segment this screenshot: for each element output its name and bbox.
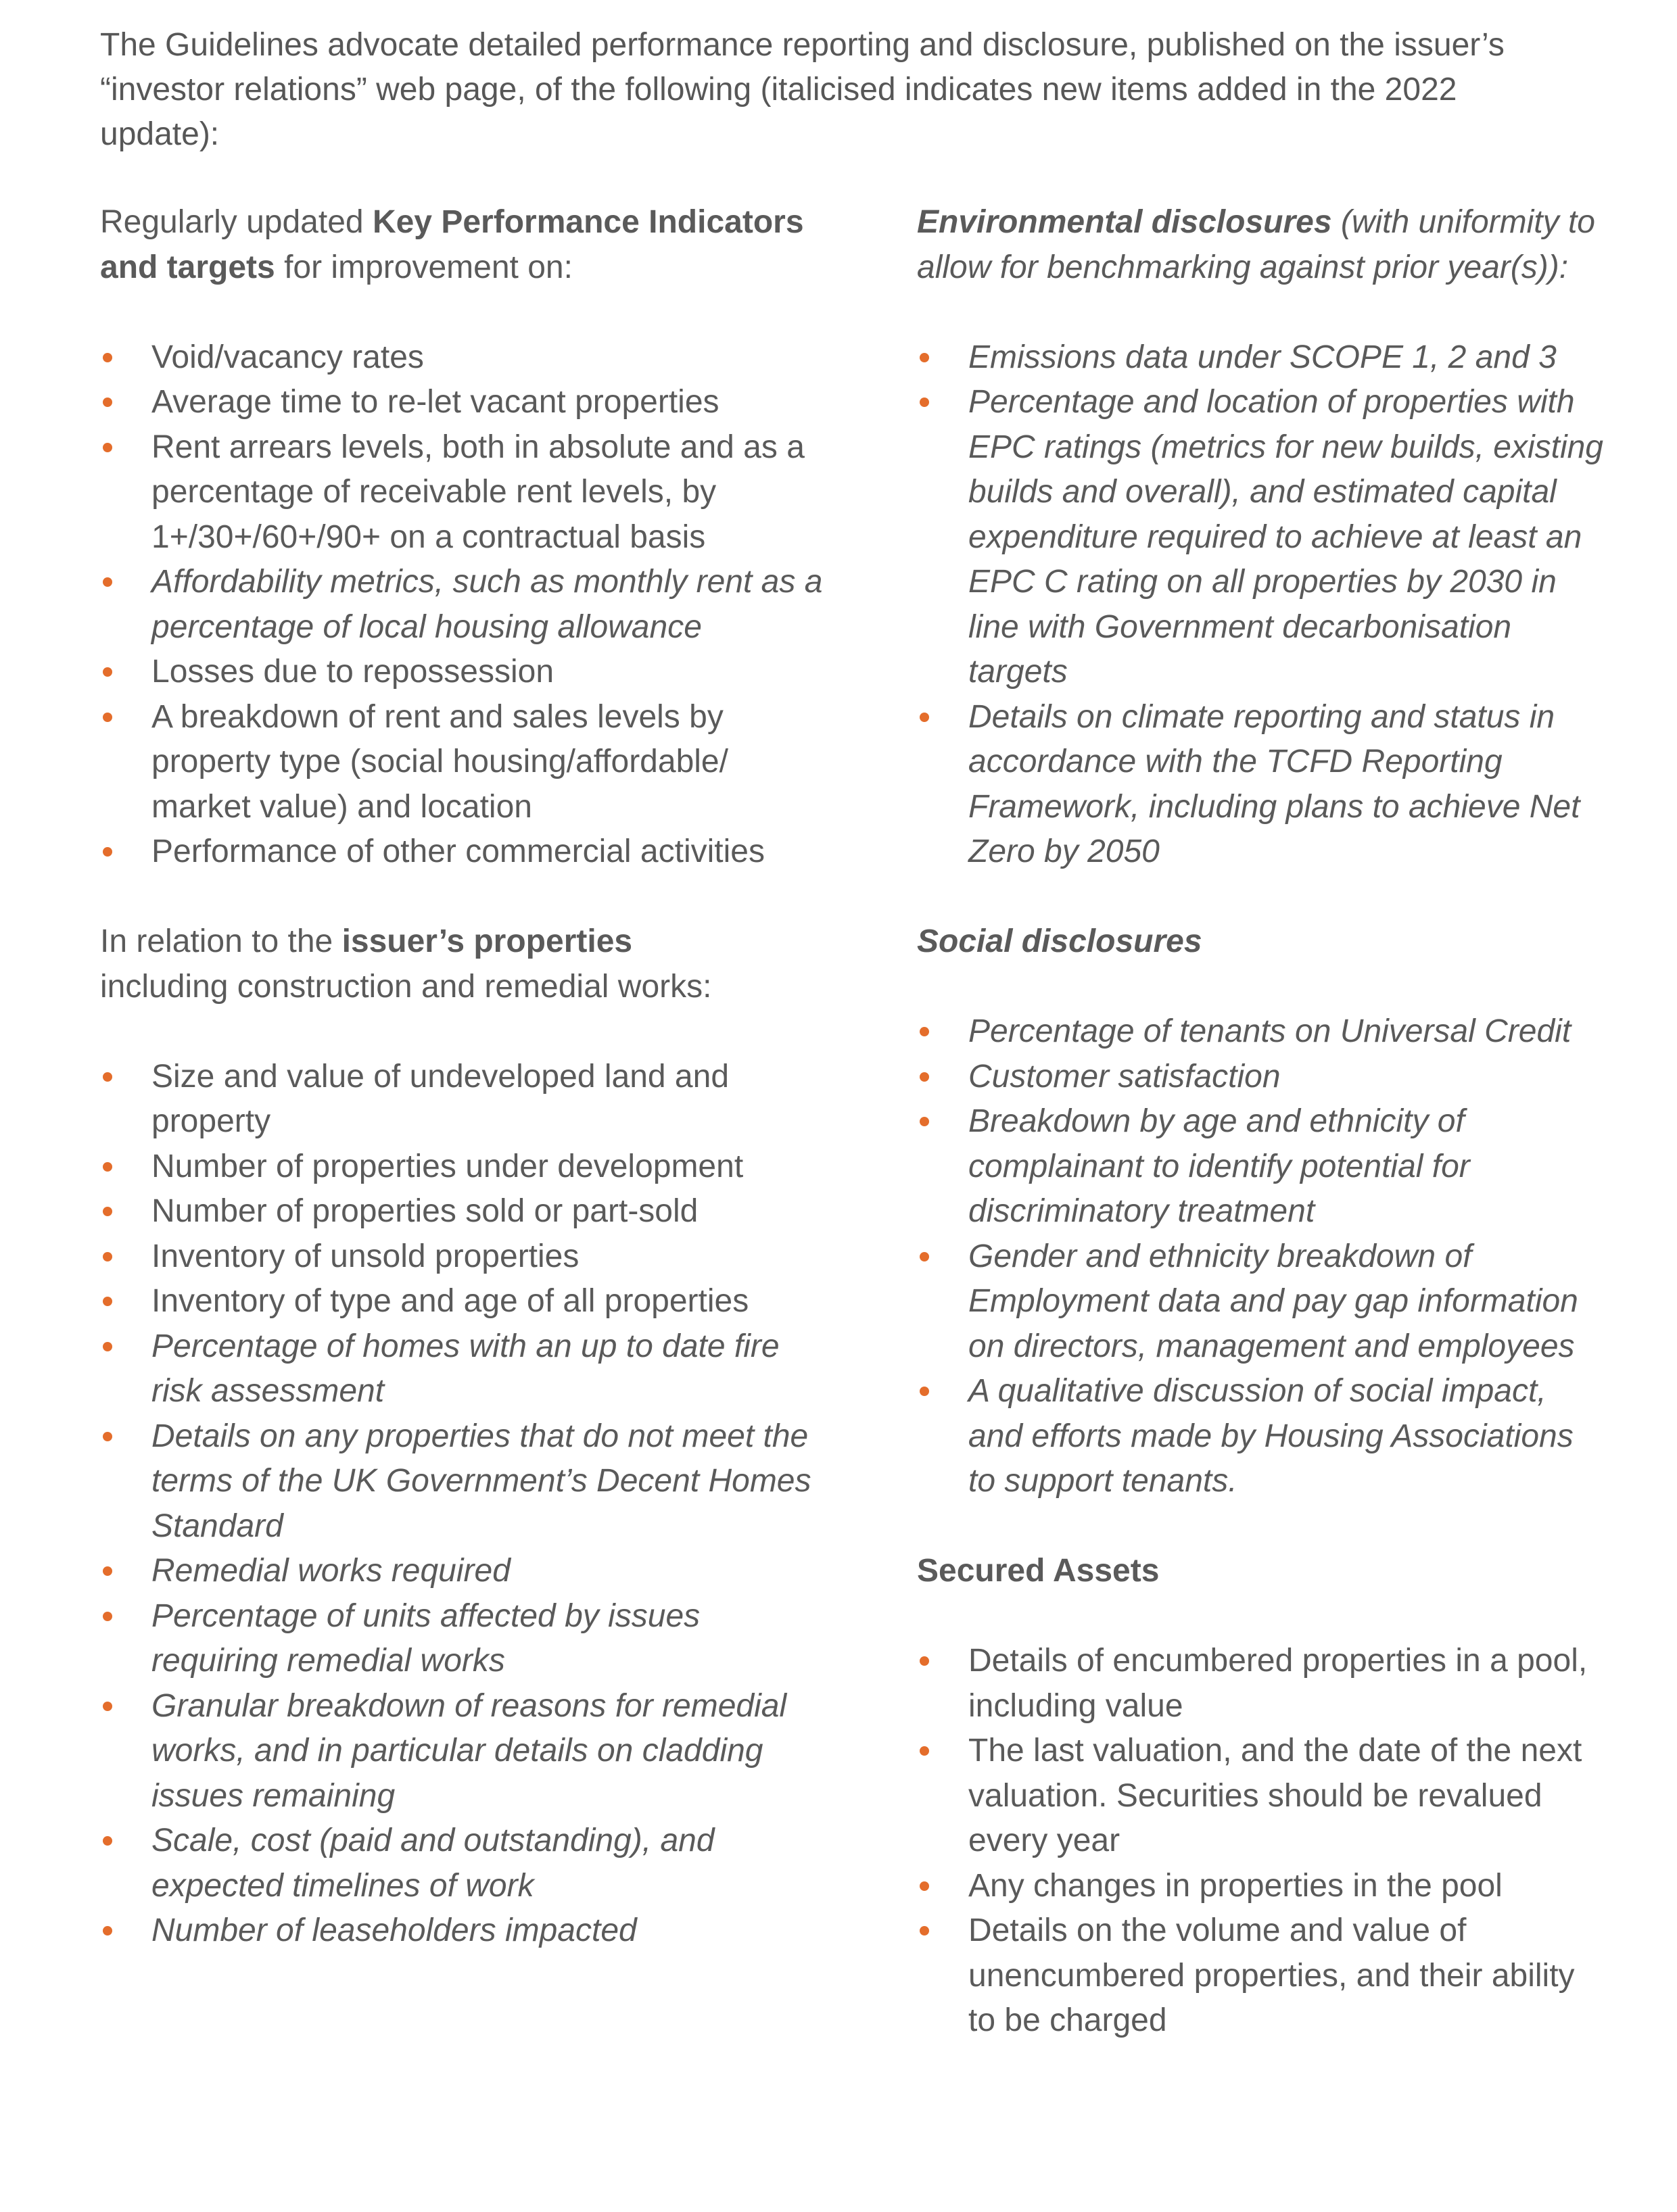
- bullet-dot-icon: [920, 1117, 929, 1126]
- list-item-text: Number of properties sold or part-sold: [151, 1193, 699, 1229]
- list-item: [917, 1908, 1607, 2044]
- list-item-text: Void/vacancy rates: [151, 339, 424, 375]
- list-item: [100, 1684, 830, 1819]
- social-list: [917, 1009, 1607, 1504]
- list-item-text: Details on climate reporting and status in accordance with the TCFD Reporting Framework, including plans to achieve Net Zero by 2050: [968, 698, 1580, 869]
- list-item: [100, 1908, 830, 1954]
- bullet-dot-icon: [103, 1297, 112, 1306]
- bullet-dot-icon: [920, 1027, 929, 1036]
- list-item-text: Details of encumbered properties in a pool, including value: [968, 1643, 1588, 1724]
- list-item-text: Number of leaseholders impacted: [151, 1913, 637, 1948]
- list-item: [100, 1055, 830, 1145]
- list-item: [100, 380, 830, 425]
- list-item: [100, 560, 830, 650]
- list-item-text: Breakdown by age and ethnicity of complainant to identify potential for discriminatory treatment: [968, 1103, 1470, 1229]
- list-item: [100, 1549, 830, 1594]
- bullet-dot-icon: [103, 443, 112, 452]
- environmental-heading-bold: Environmental disclosures: [917, 204, 1332, 240]
- list-item: [917, 1369, 1607, 1504]
- list-item-text: Percentage of tenants on Universal Credit: [968, 1013, 1572, 1049]
- bullet-dot-icon: [920, 1746, 929, 1756]
- list-item: [917, 1639, 1607, 1729]
- kpi-intro-post: for improvement on:: [275, 249, 573, 285]
- list-item: [917, 1864, 1607, 1909]
- list-item: [100, 1594, 830, 1684]
- list-item: [917, 1234, 1607, 1370]
- bullet-dot-icon: [103, 847, 112, 857]
- bullet-dot-icon: [103, 1612, 112, 1621]
- list-item: [917, 695, 1607, 875]
- list-item: [100, 1189, 830, 1234]
- list-item-text: Gender and ethnicity breakdown of Employment data and pay gap information on directors, management and employees: [968, 1238, 1578, 1364]
- list-item: [917, 1009, 1607, 1055]
- list-item: [917, 1729, 1607, 1864]
- list-item: [100, 1324, 830, 1414]
- left-column: [100, 200, 830, 1954]
- list-item-text: Number of properties under development: [151, 1148, 744, 1184]
- bullet-dot-icon: [103, 1162, 112, 1172]
- list-item-text: The last valuation, and the date of the next valuation. Securities should be revalued every year: [968, 1733, 1582, 1858]
- list-item-text: Rent arrears levels, both in absolute and as a percentage of receivable rent levels, by 1+/30+/60+/90+ on a contractual basis: [151, 429, 805, 555]
- list-item-text: Losses due to repossession: [151, 654, 554, 690]
- environmental-heading-post: (with uniformity to allow for benchmarking against prior year(s)):: [917, 204, 1595, 285]
- list-item: [917, 380, 1607, 695]
- right-column: [917, 200, 1607, 2044]
- bullet-dot-icon: [103, 667, 112, 677]
- list-item: [100, 335, 830, 381]
- list-item: [100, 1234, 830, 1280]
- properties-intro: [100, 919, 763, 1009]
- properties-intro-bold: issuer’s properties: [341, 923, 633, 959]
- list-item-text: Percentage of homes with an up to date fire risk assessment: [151, 1328, 780, 1409]
- bullet-dot-icon: [103, 1702, 112, 1711]
- list-item-text: Scale, cost (paid and outstanding), and expected timelines of work: [151, 1823, 715, 1904]
- list-item-text: Any changes in properties in the pool: [968, 1867, 1503, 1904]
- environmental-list: [917, 335, 1607, 875]
- list-item: [100, 695, 830, 830]
- list-item-text: A breakdown of rent and sales levels by property type (social housing/affordable/ market value) and location: [151, 698, 728, 825]
- environmental-heading: [917, 200, 1607, 290]
- bullet-dot-icon: [920, 713, 929, 722]
- bullet-dot-icon: [920, 398, 929, 407]
- list-item-text: Inventory of type and age of all properties: [151, 1283, 749, 1319]
- bullet-dot-icon: [103, 577, 112, 587]
- bullet-dot-icon: [920, 1926, 929, 1936]
- bullet-dot-icon: [920, 1387, 929, 1396]
- secured-assets-heading: Secured Assets: [917, 1553, 1160, 1589]
- bullet-dot-icon: [103, 1566, 112, 1576]
- list-item: [100, 1279, 830, 1324]
- secured-assets-list: [917, 1639, 1607, 2044]
- list-item-text: Average time to re-let vacant properties: [151, 384, 719, 420]
- properties-intro-post: including construction and remedial works:: [100, 968, 712, 1005]
- bullet-dot-icon: [920, 1252, 929, 1261]
- bullet-dot-icon: [103, 353, 112, 362]
- list-item-text: Emissions data under SCOPE 1, 2 and 3: [968, 339, 1557, 375]
- bullet-dot-icon: [920, 353, 929, 362]
- list-item: [100, 425, 830, 560]
- list-item: [100, 1145, 830, 1190]
- list-item-text: Percentage and location of properties with EPC ratings (metrics for new builds, existing builds and overall), and estimated capital expenditure required to achieve at least an EPC C rating on all properties by 2030 in line with Government decarbonisation targets: [968, 384, 1603, 690]
- intro-paragraph: The Guidelines advocate detailed performance reporting and disclosure, published on the issuer’s “investor relations” web page, of the following (italicised indicates new items added in the 2022 update):: [100, 27, 1505, 152]
- list-item-text: A qualitative discussion of social impact, and efforts made by Housing Associations to support tenants.: [968, 1373, 1574, 1499]
- bullet-dot-icon: [920, 1656, 929, 1666]
- kpi-intro: [100, 200, 830, 290]
- properties-list: [100, 1055, 830, 1954]
- kpi-intro-pre: Regularly updated: [100, 204, 373, 240]
- list-item: [917, 1055, 1607, 1100]
- bullet-dot-icon: [103, 1207, 112, 1216]
- bullet-dot-icon: [103, 398, 112, 407]
- list-item-text: Details on any properties that do not meet the terms of the UK Government’s Decent Homes Standard: [151, 1418, 811, 1544]
- bullet-dot-icon: [920, 1072, 929, 1082]
- properties-intro-pre: In relation to the: [100, 923, 342, 959]
- bullet-dot-icon: [103, 713, 112, 722]
- list-item: [917, 335, 1607, 381]
- list-item: [100, 1414, 830, 1549]
- list-item-text: Inventory of unsold properties: [151, 1238, 580, 1274]
- list-item-text: Performance of other commercial activities: [151, 834, 765, 869]
- list-item: [100, 1819, 830, 1908]
- list-item: [917, 1099, 1607, 1234]
- list-item-text: Remedial works required: [151, 1553, 511, 1589]
- kpi-intro-bold: Key Performance Indicators and targets: [100, 204, 804, 285]
- kpi-list: [100, 335, 830, 875]
- list-item-text: Customer satisfaction: [968, 1058, 1281, 1095]
- bullet-dot-icon: [920, 1881, 929, 1891]
- list-item: [100, 650, 830, 695]
- list-item: [100, 830, 830, 875]
- social-heading: Social disclosures: [917, 923, 1202, 959]
- bullet-dot-icon: [103, 1432, 112, 1441]
- bullet-dot-icon: [103, 1342, 112, 1351]
- bullet-dot-icon: [103, 1926, 112, 1936]
- bullet-dot-icon: [103, 1836, 112, 1846]
- list-item-text: Details on the volume and value of unencumbered properties, and their ability to be charged: [968, 1913, 1575, 2038]
- bullet-dot-icon: [103, 1252, 112, 1261]
- list-item-text: Size and value of undeveloped land and property: [151, 1058, 730, 1139]
- list-item-text: Affordability metrics, such as monthly rent as a percentage of local housing allowance: [151, 564, 823, 645]
- list-item-text: Granular breakdown of reasons for remedial works, and in particular details on cladding issues remaining: [151, 1687, 787, 1814]
- list-item-text: Percentage of units affected by issues requiring remedial works: [151, 1597, 701, 1679]
- bullet-dot-icon: [103, 1072, 112, 1082]
